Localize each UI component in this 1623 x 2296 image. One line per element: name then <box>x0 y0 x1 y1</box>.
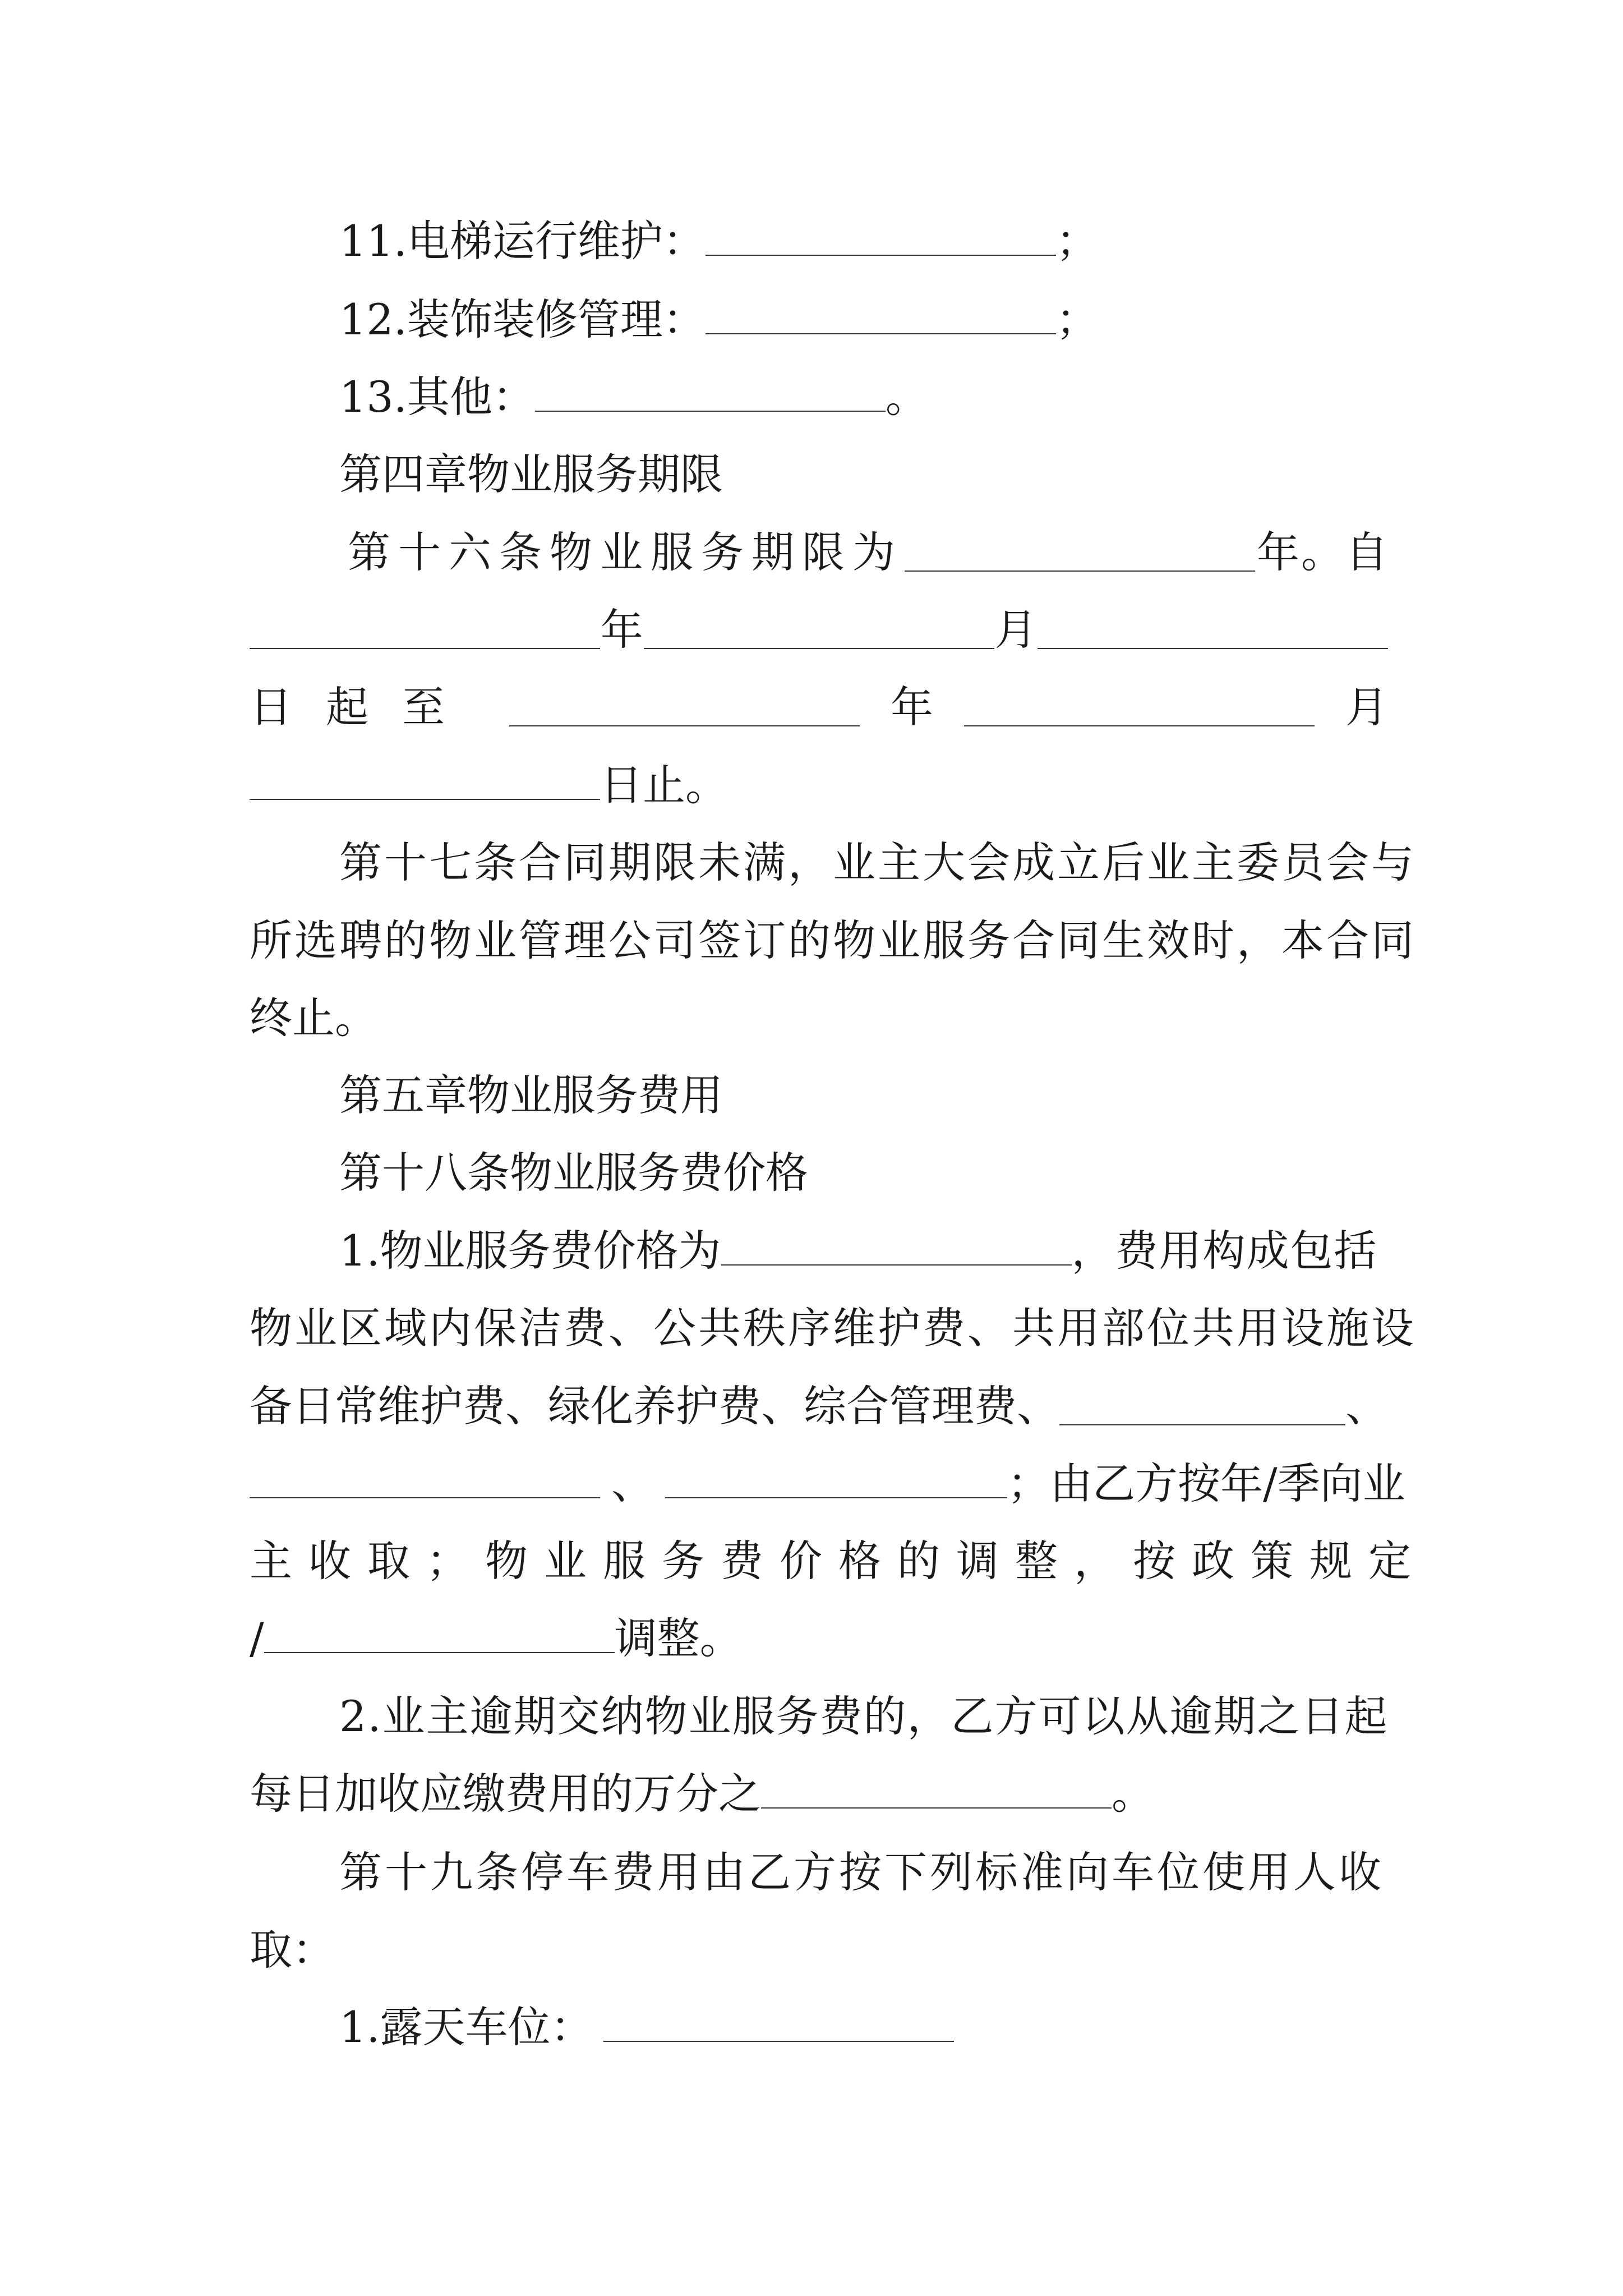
fee-collection-text: ；由乙方按年/季向业 <box>1007 1458 1405 1508</box>
article-18-p2-line-2 <box>250 1760 1388 1828</box>
item-12-label: 装饰装修管理： <box>407 295 706 344</box>
end-year-blank[interactable] <box>509 688 860 726</box>
late-fee-end: 。 <box>1112 1769 1154 1819</box>
fee-adjustment-text: 主收取；物业服务费价格的调整，按政策规定 <box>250 1536 1427 1586</box>
fee-composition-label: ，费用构成包括 <box>1071 1226 1378 1276</box>
end-day-blank[interactable] <box>250 762 600 800</box>
end-month-label: 月 <box>1345 682 1388 732</box>
item-11-number: 11. <box>339 216 407 266</box>
article-17-line-3: 终止。 <box>250 993 377 1043</box>
fee-item-blank-2[interactable] <box>250 1460 600 1498</box>
end-day-label: 日止。 <box>600 760 728 810</box>
item-11-line <box>339 208 1388 275</box>
article-18-p1-line-5 <box>250 1527 1427 1595</box>
item-12-blank[interactable] <box>706 296 1056 334</box>
article-18-p1-line-1 <box>339 1217 1388 1285</box>
item-12-line <box>339 286 1388 353</box>
article-16-from: 自 <box>1345 527 1388 577</box>
fee-item-separator-2: 、 <box>611 1458 654 1508</box>
item-11-label: 电梯运行维护： <box>407 216 706 266</box>
item-11-blank[interactable] <box>706 218 1056 256</box>
article-18-p2-line-1 <box>339 1683 1388 1750</box>
chapter-5-heading: 第五章物业服务费用 <box>339 1070 723 1120</box>
article-19-line-1 <box>339 1839 1388 1906</box>
article-16-line-2 <box>250 596 1388 664</box>
fee-item-blank-1[interactable] <box>1059 1387 1345 1425</box>
open-air-parking-blank[interactable] <box>603 2004 954 2042</box>
article-17-text-2: 所选聘的物业管理公司签订的物业服务合同生效时，本合同 <box>250 915 1416 965</box>
chapter-4-heading: 第四章物业服务期限 <box>339 449 723 499</box>
article-16-period: 。 <box>1301 527 1344 577</box>
late-fee-rate-label: 每日加收应缴费用的万分之 <box>250 1769 761 1819</box>
article-16-line-1 <box>348 519 1388 586</box>
article-17-text-1: 第十七条合同期限未满，业主大会成立后业主委员会与 <box>339 838 1416 887</box>
article-16-year-label: 年 <box>1257 527 1299 577</box>
article-18-p1-line-4 <box>250 1450 1405 1517</box>
item-13-line <box>339 364 1388 431</box>
start-year-label: 年 <box>600 605 643 655</box>
article-18-p1-line-3 <box>250 1373 1388 1440</box>
fee-price-blank[interactable] <box>721 1227 1072 1266</box>
article-18-p1-line-6 <box>250 1605 1388 1672</box>
article-17-line-2 <box>250 907 1416 974</box>
article-16-line-3 <box>250 674 1388 741</box>
start-month-blank[interactable] <box>644 611 994 649</box>
late-fee-text: 2.业主逾期交纳物业服务费的，乙方可以从逾期之日起 <box>339 1691 1389 1741</box>
item-13-label: 其他： <box>407 372 535 422</box>
fee-item-blank-3[interactable] <box>665 1460 1007 1498</box>
article-16-text: 第十六条物业服务期限为 <box>348 527 903 577</box>
fee-items-text: 物业区域内保洁费、公共秩序维护费、共用部位共用设施设 <box>250 1303 1416 1353</box>
item-11-end: ； <box>1055 216 1099 266</box>
article-18-title: 第十八条物业服务费价格 <box>339 1148 808 1198</box>
open-air-parking-label: 1.露天车位： <box>339 2002 593 2052</box>
end-month-blank[interactable] <box>964 688 1315 726</box>
article-18-p1-line-2 <box>250 1295 1416 1362</box>
start-day-label: 日起至 <box>250 682 478 732</box>
item-13-end: 。 <box>885 372 928 422</box>
item-12-number: 12. <box>339 295 407 344</box>
start-month-label: 月 <box>994 605 1038 655</box>
item-12-end: ； <box>1055 295 1099 344</box>
article-16-line-4 <box>250 752 1388 819</box>
fee-adjustment-blank[interactable] <box>264 1615 615 1653</box>
article-19-text-1: 第十九条停车费用由乙方按下列标准向车位使用人收 <box>339 1847 1384 1897</box>
start-year-blank[interactable] <box>250 611 600 649</box>
article-17-line-1 <box>339 829 1416 896</box>
term-years-blank[interactable] <box>905 533 1255 572</box>
article-19-item-1 <box>339 1994 1388 2061</box>
late-fee-rate-blank[interactable] <box>761 1770 1112 1809</box>
item-13-blank[interactable] <box>535 374 886 412</box>
fee-price-label: 1.物业服务费价格为 <box>339 1226 721 1276</box>
fee-adjustment-slash: / <box>250 1613 264 1663</box>
end-year-label: 年 <box>891 682 933 732</box>
item-13-number: 13. <box>339 372 407 422</box>
fee-item-separator-1: 、 <box>1345 1381 1388 1431</box>
fee-items-text-2: 备日常维护费、绿化养护费、综合管理费、 <box>250 1381 1059 1431</box>
start-day-blank[interactable] <box>1038 611 1388 649</box>
article-19-line-2: 取： <box>250 1925 335 1975</box>
fee-adjustment-end: 调整。 <box>614 1613 743 1663</box>
